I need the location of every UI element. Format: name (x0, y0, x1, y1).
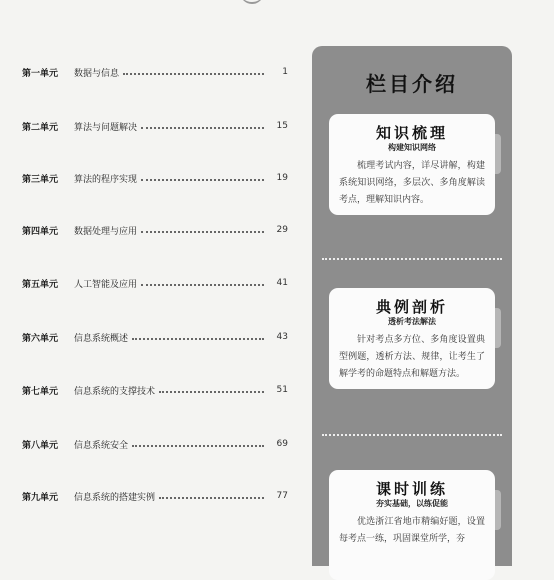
card-tab-decoration (495, 490, 501, 530)
card-subtitle: 夯实基础，以练促能 (376, 499, 448, 508)
toc-leader-dots (141, 230, 264, 233)
card-title: 课时训练 (375, 480, 448, 498)
toc-page-number: 69 (276, 439, 288, 449)
card-description: 针对考点多方位、多角度设置典型例题，透析方法、规律，让考生了解学考的命题特点和解题方法。 (339, 335, 485, 379)
card-subtitle: 透析考法解法 (388, 317, 436, 326)
toc-chapter-title: 信息系统安全 (74, 440, 129, 451)
toc-chapter-title: 数据与信息 (74, 68, 120, 79)
toc-entry-unit-2[interactable] (22, 118, 288, 134)
panel-heading: 栏目介绍 (366, 72, 458, 96)
toc-page-number: 29 (276, 225, 288, 235)
toc-unit-label: 第八单元 (22, 440, 59, 451)
toc-leader-dots (141, 283, 264, 286)
toc-leader-dots (141, 178, 264, 181)
card-description: 优选浙江省地市精编好题，设置每考点一练，巩固课堂所学，夯 (339, 517, 485, 544)
toc-unit-label: 第五单元 (22, 279, 59, 290)
card-tab-decoration (495, 308, 501, 348)
toc-leader-dots (159, 390, 264, 393)
toc-chapter-title: 人工智能及应用 (74, 279, 138, 290)
toc-entry-unit-4[interactable] (22, 222, 288, 238)
card-description: 梳理考试内容，详尽讲解，构建系统知识网络，多层次、多角度解读考点，理解知识内容。 (339, 161, 485, 205)
toc-chapter-title: 信息系统概述 (74, 333, 129, 344)
toc-chapter-title: 算法的程序实现 (74, 174, 138, 185)
toc-chapter-title: 算法与问题解决 (74, 122, 138, 133)
card-title: 知识梳理 (375, 124, 448, 142)
toc-leader-dots (123, 72, 264, 75)
toc-unit-label: 第六单元 (22, 333, 59, 344)
toc-entry-unit-5[interactable] (22, 275, 288, 291)
toc-entry-unit-1[interactable] (22, 64, 288, 80)
toc-page-number: 19 (276, 173, 288, 183)
toc-entry-unit-6[interactable] (22, 329, 288, 345)
toc-entry-unit-8[interactable] (22, 436, 288, 452)
toc-chapter-title: 数据处理与应用 (74, 226, 138, 237)
toc-entry-unit-7[interactable] (22, 382, 288, 398)
toc-leader-dots (141, 126, 264, 129)
card-subtitle: 构建知识网络 (388, 143, 436, 152)
toc-page-number: 51 (276, 385, 288, 395)
toc-page-number: 1 (282, 67, 288, 77)
dotted-separator (322, 258, 502, 260)
card-title: 典例剖析 (375, 298, 448, 316)
toc-page-number: 77 (276, 491, 288, 501)
toc-page-number: 43 (276, 332, 288, 342)
card-example-analysis (329, 288, 495, 389)
toc-leader-dots (132, 444, 264, 447)
toc-page-number: 15 (276, 121, 288, 131)
column-intro-panel (312, 46, 512, 566)
dotted-separator (322, 434, 502, 436)
toc-unit-label: 第三单元 (22, 174, 59, 185)
card-knowledge-review (329, 114, 495, 215)
toc-entry-unit-9[interactable] (22, 488, 288, 504)
toc-unit-label: 第九单元 (22, 492, 59, 503)
toc-page-number: 41 (276, 278, 288, 288)
card-tab-decoration (495, 134, 501, 174)
toc-chapter-title: 信息系统的搭建实例 (74, 492, 156, 503)
toc-unit-label: 第一单元 (22, 68, 59, 79)
toc-chapter-title: 信息系统的支撑技术 (74, 386, 156, 397)
card-lesson-practice (329, 470, 495, 580)
toc-unit-label: 第七单元 (22, 386, 59, 397)
toc-leader-dots (159, 496, 264, 499)
toc-unit-label: 第二单元 (22, 122, 59, 133)
toc-unit-label: 第四单元 (22, 226, 59, 237)
toc-entry-unit-3[interactable] (22, 170, 288, 186)
toc-leader-dots (132, 337, 264, 340)
